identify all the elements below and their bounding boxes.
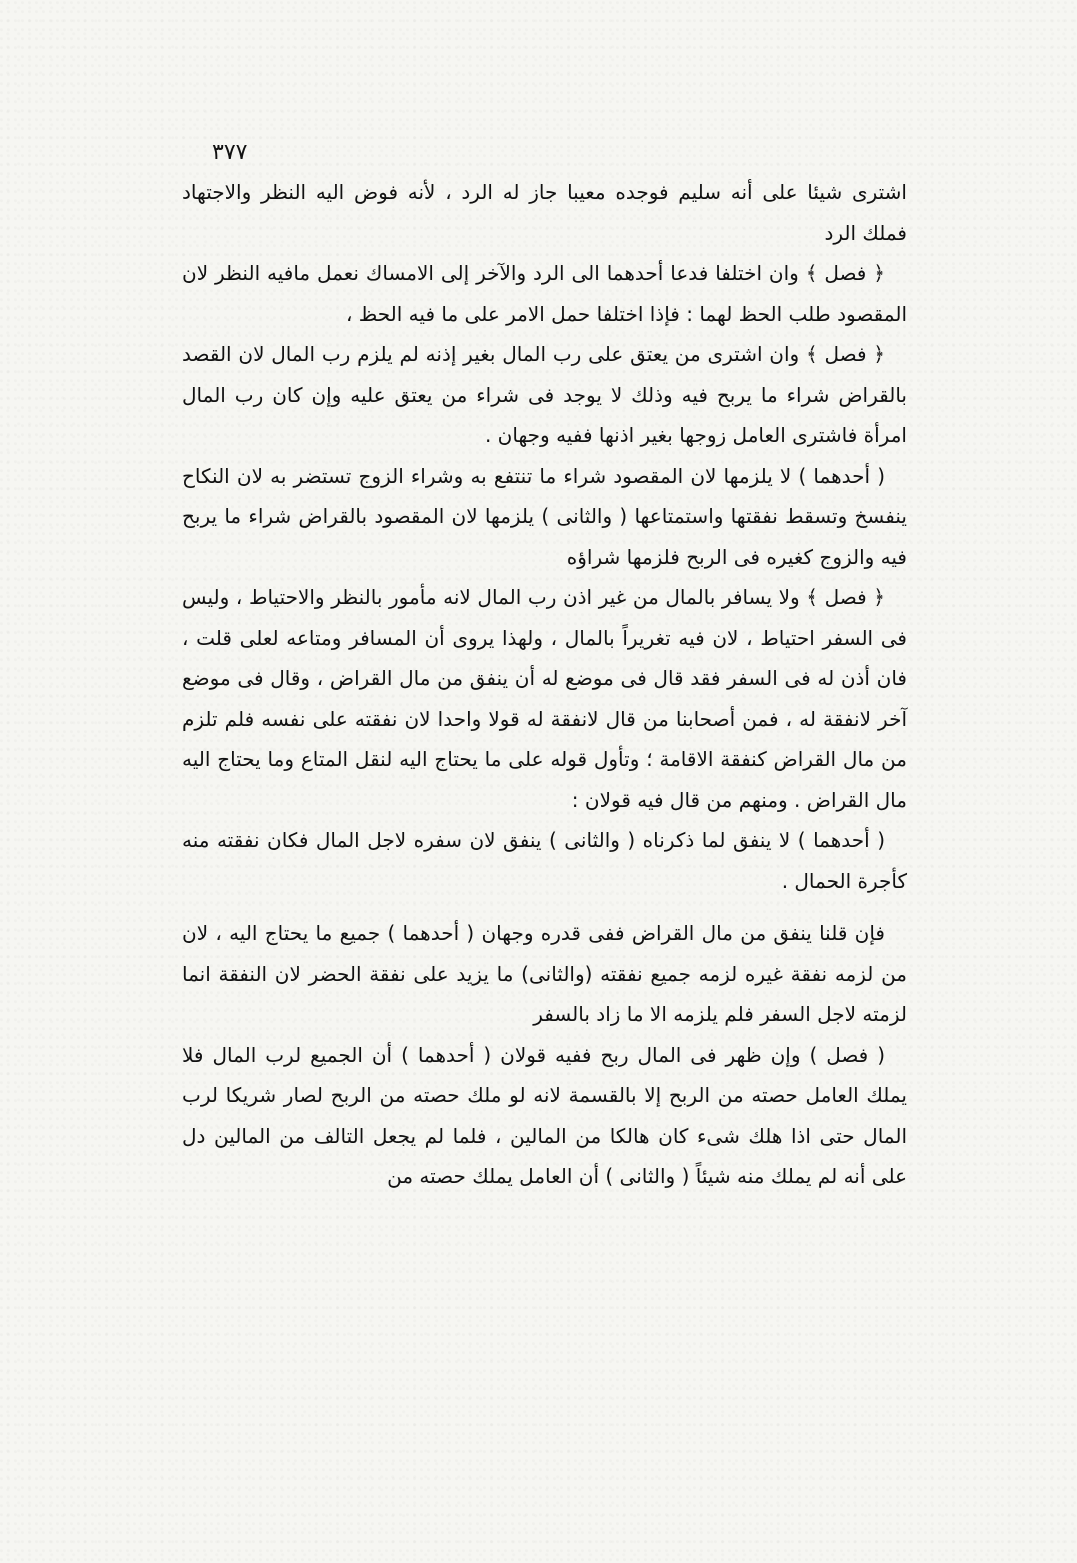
page-number: ٣٧٧	[212, 140, 248, 165]
paragraph: فإن قلنا ينفق من مال القراض ففى قدره وجهان ( أحدهما ) جميع ما يحتاج اليه ، لان من لزمه نفقة غيره لزمه جميع نفقته (والثانى) ما يزيد على نفقة الحضر لان النفقة انما لزمته لاجل السفر فلم يلزمه الا ما زاد بالسفر	[182, 921, 907, 1026]
body-text	[182, 172, 907, 1197]
paragraph: ﴿ فصل ﴾ وان اشترى من يعتق على رب المال بغير إذنه لم يلزم رب المال لان القصد بالقراض شراء ما يربح فيه وذلك لا يوجد فى شراء من يعتق عليه وإن كان رب المال امرأة فاشترى العامل زوجها بغير اذنها ففيه وجهان .	[182, 342, 907, 447]
paragraph: ( فصل ) وإن ظهر فى المال ربح ففيه قولان ( أحدهما ) أن الجميع لرب المال فلا يملك العامل حصته من الربح إلا بالقسمة لانه لو ملك حصته من الربح لصار شريكا لرب المال حتى اذا هلك شىء كان هالكا من المالين ، فلما لم يجعل التالف من المالين دل على أنه لم يملك منه شيئاً ( والثانى ) أن العامل يملك حصته من	[182, 1042, 907, 1188]
paragraph: ( أحدهما ) لا يلزمها لان المقصود شراء ما تنتفع به وشراء الزوج تستضر به لان النكاح ينفسخ وتسقط نفقتها واستمتاعها ( والثانى ) يلزمها لان المقصود بالقراض شراء ما يربح فيه والزوج كغيره فى الربح فلزمها شراؤه	[182, 463, 907, 569]
paragraph: ( أحدهما ) لا ينفق لما ذكرناه ( والثانى ) ينفق لان سفره لاجل المال فكان نفقته منه كأجرة الحمال .	[182, 828, 907, 893]
paragraph: ﴿ فصل ﴾ ولا يسافر بالمال من غير اذن رب المال لانه مأمور بالنظر والاحتياط ، وليس فى السفر احتياط ، لان فيه تغريراً بالمال ، ولهذا يروى أن المسافر ومتاعه لعلى قلت ، فان أذن له فى السفر فقد قال فى موضع له أن ينفق من مال القراض ، وقال فى موضع آخر لانفقة له ، فمن أصحابنا من قال لانفقة له قولا واحدا لان نفقته على نفسه فلم تلزم من مال القراض كنفقة الاقامة ؛ وتأول قوله على ما يحتاج اليه لنقل المتاع وما يحتاج اليه مال القراض . ومنهم من قال فيه قولان :	[182, 585, 907, 812]
paragraph: اشترى شيئا على أنه سليم فوجده معيبا جاز له الرد ، لأنه فوض اليه النظر والاجتهاد فملك الرد	[182, 180, 907, 245]
paragraph: ﴿ فصل ﴾ وان اختلفا فدعا أحدهما الى الرد والآخر إلى الامساك نعمل مافيه النظر لان المقصود طلب الحظ لهما : فإذا اختلفا حمل الامر على ما فيه الحظ ،	[182, 261, 907, 326]
